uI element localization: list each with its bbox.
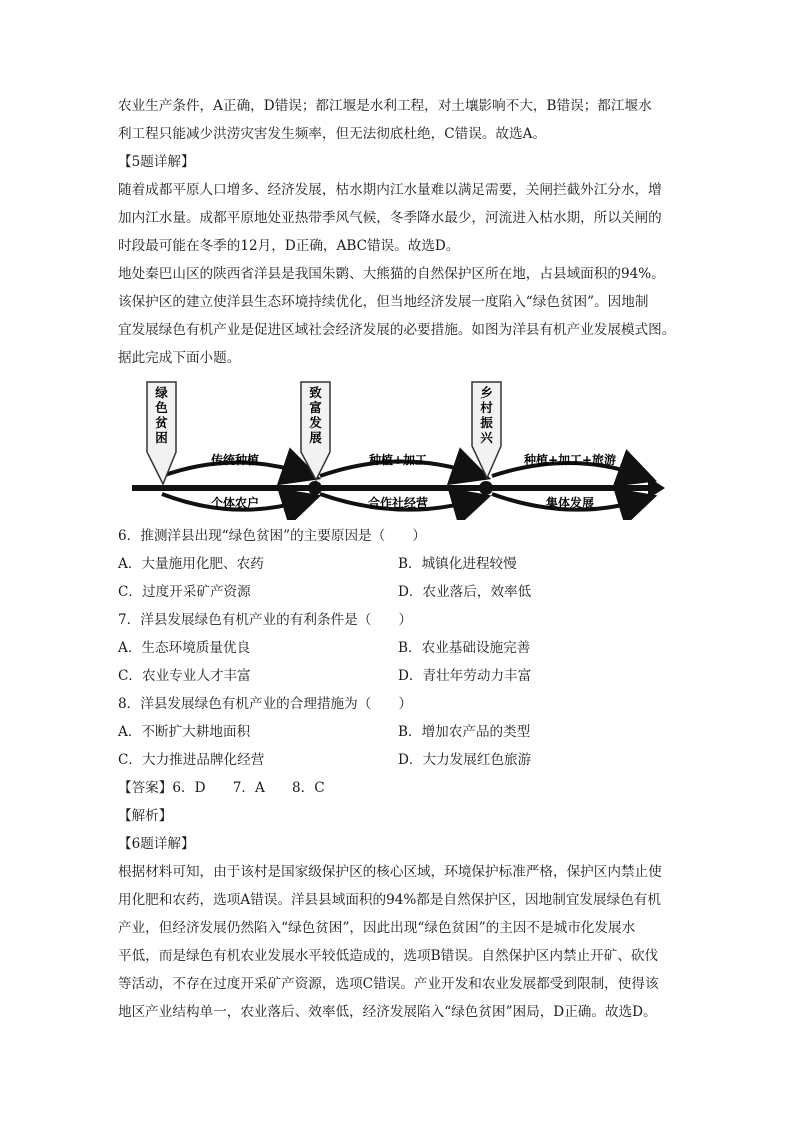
section-heading: 【解析】 bbox=[118, 808, 173, 824]
text-line: 农业生产条件，A正确，D错误；都江堰是水利工程，对土壤影响不大，B错误；都江堰水 bbox=[118, 98, 652, 114]
option-a: A．不断扩大耕地面积 bbox=[118, 724, 251, 740]
node-dot bbox=[479, 481, 493, 495]
option-b: B．城镇化进程较慢 bbox=[398, 556, 517, 572]
option-d: D．农业落后，效率低 bbox=[398, 584, 532, 600]
option-b: B．农业基础设施完善 bbox=[398, 640, 531, 656]
industry-model-diagram bbox=[130, 380, 675, 520]
question-stem: 6．推测洋县出现“绿色贫困”的主要原因是（ ） bbox=[118, 528, 427, 544]
option-row bbox=[118, 746, 680, 774]
text-line: 时段最可能在冬季的12月，D正确，ABC错误。故选D。 bbox=[118, 238, 460, 254]
option-row bbox=[118, 634, 680, 662]
text-line: 据此完成下面小题。 bbox=[118, 350, 241, 366]
option-c: C．大力推进品牌化经营 bbox=[118, 752, 265, 768]
option-c: C．过度开采矿产资源 bbox=[118, 584, 251, 600]
option-row bbox=[118, 578, 680, 606]
text-line: 用化肥和农药，选项A错误。洋县县域面积的94%都是自然保护区，因地制宜发展绿色有机 bbox=[118, 892, 661, 908]
option-c: C．农业专业人才丰富 bbox=[118, 668, 251, 684]
diagram-svg bbox=[130, 380, 675, 520]
text-line: 产业，但经济发展仍然陷入“绿色贫困”，因此出现“绿色贫困”的主因不是城市化发展水 bbox=[118, 920, 636, 936]
text-line: 地处秦巴山区的陕西省洋县是我国朱鹮、大熊猫的自然保护区所在地，占县域面积的94%。 bbox=[118, 266, 665, 282]
text-line: 利工程只能减少洪涝灾害发生频率，但无法彻底杜绝，C错误。故选A。 bbox=[118, 126, 547, 142]
stage-label: 绿色贫困 bbox=[155, 385, 168, 445]
upper-label: 种植+加工 bbox=[368, 453, 428, 467]
upper-label: 传统种植 bbox=[210, 453, 260, 467]
section-heading: 【6题详解】 bbox=[118, 836, 195, 852]
lower-label: 合作社经营 bbox=[367, 496, 429, 510]
option-b: B．增加农产品的类型 bbox=[398, 724, 531, 740]
text-line: 根据材料可知，由于该村是国家级保护区的核心区域，环境保护标准严格，保护区内禁止使 bbox=[118, 864, 662, 880]
document-page bbox=[118, 92, 680, 1026]
option-row bbox=[118, 718, 680, 746]
option-d: D．青壮年劳动力丰富 bbox=[398, 668, 532, 684]
text-line: 该保护区的建立使洋县生态环境持续优化，但当地经济发展一度陷入“绿色贫困”。因地制 bbox=[118, 294, 649, 310]
question-stem: 7．洋县发展绿色有机产业的有利条件是（ ） bbox=[118, 612, 413, 628]
option-a: A．大量施用化肥、农药 bbox=[118, 556, 264, 572]
answer-line: 【答案】6．D 7．A 8．C bbox=[118, 780, 325, 796]
lower-label: 个体农户 bbox=[210, 496, 260, 510]
lower-label: 集体发展 bbox=[545, 496, 595, 510]
option-a: A．生态环境质量优良 bbox=[118, 640, 251, 656]
option-row bbox=[118, 550, 680, 578]
stage-label: 乡村振兴 bbox=[480, 385, 493, 445]
option-d: D．大力发展红色旅游 bbox=[398, 752, 532, 768]
stage-label: 致富发展 bbox=[309, 385, 322, 445]
node-dot bbox=[308, 481, 322, 495]
upper-label: 种植+加工+旅游 bbox=[523, 453, 617, 467]
main-arrowhead bbox=[648, 477, 665, 499]
text-line: 随着成都平原人口增多、经济发展，枯水期内江水量难以满足需要，关闸拦截外江分水，增 bbox=[118, 182, 662, 198]
section-heading: 【5题详解】 bbox=[118, 154, 195, 170]
text-line: 平低，而是绿色有机农业发展水平较低造成的，选项B错误。自然保护区内禁止开矿、砍伐 bbox=[118, 948, 659, 964]
question-stem: 8．洋县发展绿色有机产业的合理措施为（ ） bbox=[118, 696, 413, 712]
text-line: 等活动，不存在过度开采矿产资源，选项C错误。产业开发和农业发展都受到限制，使得该 bbox=[118, 976, 659, 992]
text-line: 地区产业结构单一，农业落后、效率低，经济发展陷入“绿色贫困”困局，D正确。故选D。 bbox=[118, 1004, 657, 1020]
text-line: 加内江水量。成都平原地处亚热带季风气候，冬季降水最少，河流进入枯水期，所以关闸的 bbox=[118, 210, 662, 226]
option-row bbox=[118, 662, 680, 690]
text-line: 宜发展绿色有机产业是促进区域社会经济发展的必要措施。如图为洋县有机产业发展模式图。 bbox=[118, 322, 676, 338]
